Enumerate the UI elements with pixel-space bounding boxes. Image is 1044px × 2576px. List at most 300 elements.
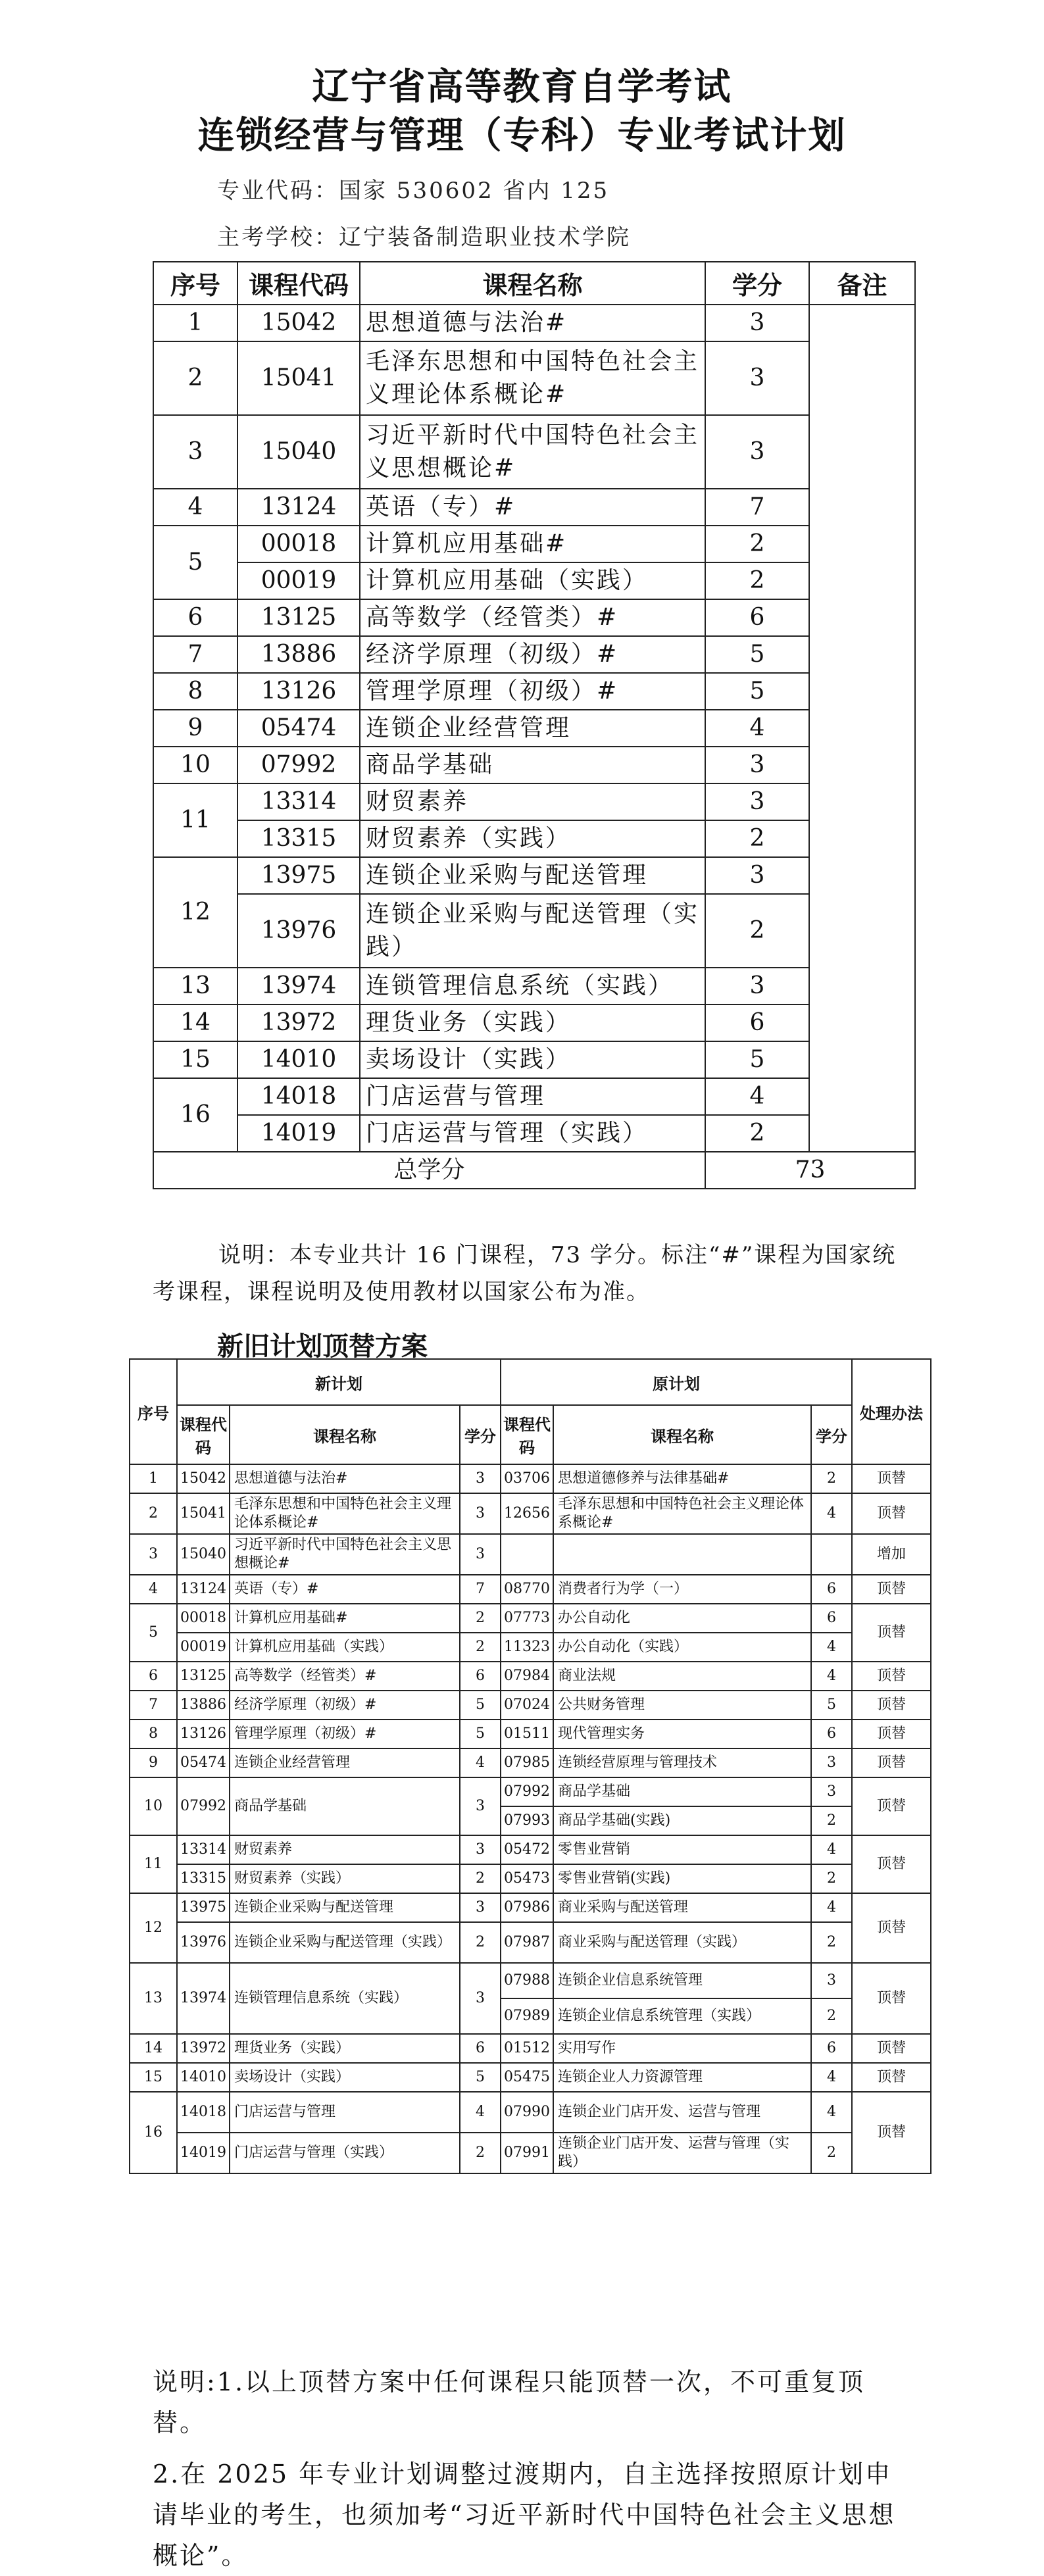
old-course-code: 05472 — [501, 1835, 553, 1864]
replacement-row — [130, 1963, 931, 1998]
old-course-name: 消费者行为学（一） — [553, 1575, 811, 1604]
plan-row — [153, 968, 915, 1004]
new-course-credit: 2 — [460, 1922, 501, 1963]
course-name: 连锁企业采购与配送管理 — [360, 857, 705, 894]
old-course-code — [501, 1534, 553, 1575]
row-number: 13 — [130, 1963, 177, 2034]
row-number: 8 — [130, 1720, 177, 1748]
row-number: 2 — [130, 1493, 177, 1534]
plan-row — [153, 636, 915, 673]
new-course-credit: 2 — [460, 1633, 501, 1662]
new-course-name: 计算机应用基础（实践） — [230, 1633, 460, 1662]
replacement-row — [130, 1493, 931, 1534]
new-course-credit: 4 — [460, 1748, 501, 1777]
old-course-credit: 4 — [811, 1893, 852, 1922]
handling-method: 顶替 — [852, 2034, 931, 2063]
replacement-row — [130, 1662, 931, 1691]
new-course-name: 财贸素养 — [230, 1835, 460, 1864]
plan-row — [153, 1041, 915, 1078]
course-credit: 5 — [705, 673, 809, 710]
row-number: 14 — [130, 2034, 177, 2063]
course-name: 管理学原理（初级）# — [360, 673, 705, 710]
course-credit: 5 — [705, 636, 809, 673]
r-header-old-credit: 学分 — [811, 1405, 852, 1464]
replacement-row — [130, 2133, 931, 2173]
new-course-code: 13972 — [177, 2034, 230, 2063]
row-number: 12 — [130, 1893, 177, 1963]
replacement-row — [130, 1534, 931, 1575]
old-course-code: 07991 — [501, 2133, 553, 2173]
r-header-new-credit: 学分 — [460, 1405, 501, 1464]
header-remark: 备注 — [809, 262, 915, 305]
course-credit: 4 — [705, 1078, 809, 1115]
plan-row — [153, 415, 915, 489]
old-course-name: 零售业营销 — [553, 1835, 811, 1864]
old-course-name: 商业采购与配送管理（实践） — [553, 1922, 811, 1963]
replacement-row — [130, 1864, 931, 1893]
new-course-name: 门店运营与管理 — [230, 2092, 460, 2133]
old-course-code: 07987 — [501, 1922, 553, 1963]
row-number: 5 — [153, 526, 237, 599]
new-course-name: 商品学基础 — [230, 1777, 460, 1835]
course-code: 14019 — [237, 1115, 360, 1152]
new-course-credit: 3 — [460, 1835, 501, 1864]
row-number: 11 — [153, 783, 237, 857]
exam-plan-table — [153, 261, 916, 1189]
row-number: 6 — [153, 599, 237, 636]
new-course-code: 13126 — [177, 1720, 230, 1748]
row-number: 9 — [130, 1748, 177, 1777]
old-course-code: 07992 — [501, 1777, 553, 1806]
old-course-credit: 4 — [811, 1835, 852, 1864]
plan-row — [153, 526, 915, 562]
new-course-name: 理货业务（实践） — [230, 2034, 460, 2063]
old-course-name: 商品学基础(实践) — [553, 1806, 811, 1835]
old-course-name: 商业采购与配送管理 — [553, 1893, 811, 1922]
course-name: 商品学基础 — [360, 747, 705, 783]
new-course-credit: 3 — [460, 1534, 501, 1575]
course-name: 计算机应用基础（实践） — [360, 562, 705, 599]
row-number: 4 — [153, 489, 237, 526]
course-credit: 3 — [705, 415, 809, 489]
old-course-credit: 2 — [811, 1806, 852, 1835]
new-course-credit: 3 — [460, 1493, 501, 1534]
replacement-row — [130, 1777, 931, 1806]
plan-row — [153, 1115, 915, 1152]
course-code: 13315 — [237, 820, 360, 857]
row-number: 14 — [153, 1004, 237, 1041]
handling-method: 顶替 — [852, 2063, 931, 2092]
plan-row — [153, 1004, 915, 1041]
plan-row — [153, 820, 915, 857]
r-header-no: 序号 — [130, 1359, 177, 1464]
plan-row — [153, 673, 915, 710]
old-course-code: 07988 — [501, 1963, 553, 1998]
new-course-code: 13315 — [177, 1864, 230, 1893]
remark-cell — [809, 305, 915, 1152]
new-course-credit: 2 — [460, 2133, 501, 2173]
old-course-code: 05473 — [501, 1864, 553, 1893]
new-course-name: 连锁企业采购与配送管理 — [230, 1893, 460, 1922]
total-label: 总学分 — [153, 1152, 705, 1189]
row-number: 2 — [153, 341, 237, 415]
course-code: 00018 — [237, 526, 360, 562]
row-number: 16 — [153, 1078, 237, 1152]
course-name: 英语（专）# — [360, 489, 705, 526]
handling-method: 顶替 — [852, 1604, 931, 1662]
course-name: 经济学原理（初级）# — [360, 636, 705, 673]
total-value: 73 — [705, 1152, 915, 1189]
replacement-title: 新旧计划顶替方案 — [217, 1331, 428, 1362]
replacement-row — [130, 1633, 931, 1662]
r-header-old-code: 课程代码 — [501, 1405, 553, 1464]
row-number: 15 — [130, 2063, 177, 2092]
plan-row — [153, 305, 915, 341]
new-course-name: 经济学原理（初级）# — [230, 1691, 460, 1720]
course-credit: 2 — [705, 894, 809, 968]
course-code: 13124 — [237, 489, 360, 526]
old-course-code: 01512 — [501, 2034, 553, 2063]
new-course-name: 连锁企业经营管理 — [230, 1748, 460, 1777]
header-code: 课程代码 — [237, 262, 360, 305]
new-course-credit: 7 — [460, 1575, 501, 1604]
new-course-name: 卖场设计（实践） — [230, 2063, 460, 2092]
replacement-table — [129, 1358, 932, 2174]
course-credit: 2 — [705, 526, 809, 562]
course-credit: 3 — [705, 968, 809, 1004]
course-credit: 2 — [705, 562, 809, 599]
old-course-code: 11323 — [501, 1633, 553, 1662]
course-credit: 3 — [705, 857, 809, 894]
old-course-credit: 4 — [811, 1633, 852, 1662]
plan-row — [153, 341, 915, 415]
new-course-code: 13124 — [177, 1575, 230, 1604]
old-course-credit: 3 — [811, 1963, 852, 1998]
handling-method: 顶替 — [852, 1748, 931, 1777]
old-course-credit: 2 — [811, 1864, 852, 1893]
handling-method: 顶替 — [852, 1777, 931, 1835]
course-name: 毛泽东思想和中国特色社会主义理论体系概论# — [360, 341, 705, 415]
old-course-name: 连锁企业信息系统管理 — [553, 1963, 811, 1998]
header-credit: 学分 — [705, 262, 809, 305]
old-course-code: 07990 — [501, 2092, 553, 2133]
new-course-code: 07992 — [177, 1777, 230, 1835]
row-number: 7 — [130, 1691, 177, 1720]
old-course-code: 07985 — [501, 1748, 553, 1777]
old-course-credit: 2 — [811, 1998, 852, 2034]
row-number: 10 — [130, 1777, 177, 1835]
handling-method: 顶替 — [852, 2092, 931, 2173]
course-code: 13125 — [237, 599, 360, 636]
old-course-credit: 4 — [811, 1662, 852, 1691]
new-course-code: 15041 — [177, 1493, 230, 1534]
new-course-credit: 3 — [460, 1963, 501, 2034]
new-course-credit: 6 — [460, 2034, 501, 2063]
row-number: 9 — [153, 710, 237, 747]
course-name: 门店运营与管理 — [360, 1078, 705, 1115]
handling-method: 顶替 — [852, 1493, 931, 1534]
replacement-row — [130, 1893, 931, 1922]
plan-row — [153, 1078, 915, 1115]
old-course-code: 07993 — [501, 1806, 553, 1835]
old-course-credit: 3 — [811, 1748, 852, 1777]
replacement-row — [130, 1691, 931, 1720]
r-header-new-code: 课程代码 — [177, 1405, 230, 1464]
row-number: 15 — [153, 1041, 237, 1078]
old-course-credit — [811, 1534, 852, 1575]
course-credit: 2 — [705, 1115, 809, 1152]
new-course-code: 13314 — [177, 1835, 230, 1864]
document-title-line2: 连锁经营与管理（专科）专业考试计划 — [197, 114, 847, 157]
course-name: 连锁企业采购与配送管理（实践） — [360, 894, 705, 968]
old-course-name — [553, 1534, 811, 1575]
new-course-name: 财贸素养（实践） — [230, 1864, 460, 1893]
course-name: 思想道德与法治# — [360, 305, 705, 341]
course-name: 计算机应用基础# — [360, 526, 705, 562]
new-course-credit: 5 — [460, 2063, 501, 2092]
course-name: 连锁管理信息系统（实践） — [360, 968, 705, 1004]
new-course-code: 13974 — [177, 1963, 230, 2034]
old-course-code: 01511 — [501, 1720, 553, 1748]
new-course-code: 14019 — [177, 2133, 230, 2173]
new-course-code: 05474 — [177, 1748, 230, 1777]
row-number: 11 — [130, 1835, 177, 1893]
handling-method: 顶替 — [852, 1835, 931, 1893]
new-course-code: 13125 — [177, 1662, 230, 1691]
course-name: 习近平新时代中国特色社会主义思想概论# — [360, 415, 705, 489]
course-code: 07992 — [237, 747, 360, 783]
replacement-row — [130, 1464, 931, 1493]
old-course-name: 现代管理实务 — [553, 1720, 811, 1748]
new-course-credit: 4 — [460, 2092, 501, 2133]
plan-row — [153, 894, 915, 968]
new-course-code: 14018 — [177, 2092, 230, 2133]
course-name: 门店运营与管理（实践） — [360, 1115, 705, 1152]
row-number: 1 — [130, 1464, 177, 1493]
new-course-credit: 3 — [460, 1777, 501, 1835]
course-code: 14018 — [237, 1078, 360, 1115]
course-credit: 3 — [705, 305, 809, 341]
row-number: 7 — [153, 636, 237, 673]
old-course-name: 连锁经营原理与管理技术 — [553, 1748, 811, 1777]
row-number: 13 — [153, 968, 237, 1004]
plan-row — [153, 857, 915, 894]
old-course-name: 思想道德修养与法律基础# — [553, 1464, 811, 1493]
new-course-code: 13886 — [177, 1691, 230, 1720]
course-name: 连锁企业经营管理 — [360, 710, 705, 747]
new-course-credit: 5 — [460, 1720, 501, 1748]
document-title-line1: 辽宁省高等教育自学考试 — [312, 66, 732, 109]
header-name: 课程名称 — [360, 262, 705, 305]
replacement-row — [130, 1922, 931, 1963]
new-course-name: 高等数学（经管类）# — [230, 1662, 460, 1691]
row-number: 16 — [130, 2092, 177, 2173]
course-code: 15040 — [237, 415, 360, 489]
course-code: 13972 — [237, 1004, 360, 1041]
plan-row — [153, 783, 915, 820]
course-code: 00019 — [237, 562, 360, 599]
replacement-row — [130, 1835, 931, 1864]
old-course-name: 办公自动化 — [553, 1604, 811, 1633]
row-number: 1 — [153, 305, 237, 341]
new-course-credit: 6 — [460, 1662, 501, 1691]
row-number: 12 — [153, 857, 237, 968]
course-credit: 4 — [705, 710, 809, 747]
r-header-new: 新计划 — [177, 1359, 501, 1405]
old-course-code: 07024 — [501, 1691, 553, 1720]
old-course-credit: 4 — [811, 2063, 852, 2092]
replacement-row — [130, 2063, 931, 2092]
old-course-credit: 3 — [811, 1777, 852, 1806]
old-course-credit: 2 — [811, 1464, 852, 1493]
course-code: 13975 — [237, 857, 360, 894]
row-number: 4 — [130, 1575, 177, 1604]
old-course-name: 连锁企业信息系统管理（实践） — [553, 1998, 811, 2034]
course-code: 13126 — [237, 673, 360, 710]
old-course-code: 03706 — [501, 1464, 553, 1493]
old-course-name: 商品学基础 — [553, 1777, 811, 1806]
new-course-credit: 2 — [460, 1604, 501, 1633]
course-code: 13314 — [237, 783, 360, 820]
host-school: 主考学校：辽宁装备制造职业技术学院 — [217, 224, 631, 251]
new-course-credit: 3 — [460, 1464, 501, 1493]
new-course-credit: 3 — [460, 1893, 501, 1922]
new-course-name: 毛泽东思想和中国特色社会主义理论体系概论# — [230, 1493, 460, 1534]
new-course-credit: 5 — [460, 1691, 501, 1720]
course-code: 15041 — [237, 341, 360, 415]
course-code: 05474 — [237, 710, 360, 747]
row-number: 3 — [130, 1534, 177, 1575]
old-course-name: 办公自动化（实践） — [553, 1633, 811, 1662]
plan-row — [153, 562, 915, 599]
course-code: 13976 — [237, 894, 360, 968]
old-course-credit: 6 — [811, 1720, 852, 1748]
old-course-name: 公共财务管理 — [553, 1691, 811, 1720]
course-credit: 6 — [705, 599, 809, 636]
course-code: 14010 — [237, 1041, 360, 1078]
handling-method: 顶替 — [852, 1575, 931, 1604]
course-name: 财贸素养（实践） — [360, 820, 705, 857]
course-code: 13886 — [237, 636, 360, 673]
plan-note: 说明：本专业共计 16 门课程，73 学分。标注“#”课程为国家统考课程，课程说明及使用教材以国家公布为准。 — [153, 1242, 897, 1305]
new-course-code: 00019 — [177, 1633, 230, 1662]
old-course-name: 商业法规 — [553, 1662, 811, 1691]
handling-method: 顶替 — [852, 1963, 931, 2034]
replacement-note-2: 2.在 2025 年专业计划调整过渡期内，自主选择按照原计划申请毕业的考生，也须加考“习近平新时代中国特色社会主义思想概论”。 — [153, 2460, 896, 2570]
course-name: 高等数学（经管类）# — [360, 599, 705, 636]
old-course-name: 连锁企业门店开发、运营与管理（实践） — [553, 2133, 811, 2173]
old-course-credit: 6 — [811, 1575, 852, 1604]
handling-method: 顶替 — [852, 1662, 931, 1691]
plan-row — [153, 710, 915, 747]
new-course-name: 连锁管理信息系统（实践） — [230, 1963, 460, 2034]
handling-method: 顶替 — [852, 1691, 931, 1720]
replacement-note-1: 说明:1.以上顶替方案中任何课程只能顶替一次，不可重复顶替。 — [153, 2367, 866, 2437]
old-course-code: 07984 — [501, 1662, 553, 1691]
old-course-name: 连锁企业人力资源管理 — [553, 2063, 811, 2092]
r-header-old: 原计划 — [501, 1359, 852, 1405]
row-number: 6 — [130, 1662, 177, 1691]
old-course-credit: 2 — [811, 2133, 852, 2173]
old-course-credit: 6 — [811, 1604, 852, 1633]
course-credit: 3 — [705, 341, 809, 415]
r-header-old-name: 课程名称 — [553, 1405, 811, 1464]
course-credit: 3 — [705, 783, 809, 820]
replacement-row — [130, 2092, 931, 2133]
handling-method: 顶替 — [852, 1464, 931, 1493]
new-course-code: 13975 — [177, 1893, 230, 1922]
replacement-row — [130, 2034, 931, 2063]
old-course-name: 实用写作 — [553, 2034, 811, 2063]
new-course-name: 思想道德与法治# — [230, 1464, 460, 1493]
old-course-credit: 2 — [811, 1922, 852, 1963]
header-no: 序号 — [153, 262, 237, 305]
replacement-row — [130, 1575, 931, 1604]
new-course-name: 计算机应用基础# — [230, 1604, 460, 1633]
major-code: 专业代码：国家 530602 省内 125 — [217, 178, 610, 204]
handling-method: 顶替 — [852, 1720, 931, 1748]
course-name: 财贸素养 — [360, 783, 705, 820]
course-credit: 7 — [705, 489, 809, 526]
replacement-row — [130, 1748, 931, 1777]
course-credit: 3 — [705, 747, 809, 783]
r-header-new-name: 课程名称 — [230, 1405, 460, 1464]
old-course-credit: 4 — [811, 2092, 852, 2133]
old-course-credit: 4 — [811, 1493, 852, 1534]
new-course-name: 管理学原理（初级）# — [230, 1720, 460, 1748]
replacement-row — [130, 1604, 931, 1633]
new-course-name: 连锁企业采购与配送管理（实践） — [230, 1922, 460, 1963]
row-number: 8 — [153, 673, 237, 710]
old-course-name: 零售业营销(实践) — [553, 1864, 811, 1893]
new-course-name: 英语（专）# — [230, 1575, 460, 1604]
plan-row — [153, 747, 915, 783]
course-credit: 5 — [705, 1041, 809, 1078]
course-code: 13974 — [237, 968, 360, 1004]
old-course-code: 07989 — [501, 1998, 553, 2034]
r-header-method: 处理办法 — [852, 1359, 931, 1464]
new-course-code: 00018 — [177, 1604, 230, 1633]
handling-method: 增加 — [852, 1534, 931, 1575]
course-credit: 6 — [705, 1004, 809, 1041]
row-number: 5 — [130, 1604, 177, 1662]
new-course-credit: 2 — [460, 1864, 501, 1893]
new-course-code: 13976 — [177, 1922, 230, 1963]
course-name: 理货业务（实践） — [360, 1004, 705, 1041]
old-course-code: 07773 — [501, 1604, 553, 1633]
plan-row — [153, 489, 915, 526]
new-course-code: 14010 — [177, 2063, 230, 2092]
old-course-name: 连锁企业门店开发、运营与管理 — [553, 2092, 811, 2133]
old-course-code: 05475 — [501, 2063, 553, 2092]
plan-row — [153, 599, 915, 636]
new-course-name: 习近平新时代中国特色社会主义思想概论# — [230, 1534, 460, 1575]
row-number: 10 — [153, 747, 237, 783]
old-course-credit: 5 — [811, 1691, 852, 1720]
handling-method: 顶替 — [852, 1893, 931, 1963]
row-number: 3 — [153, 415, 237, 489]
course-name: 卖场设计（实践） — [360, 1041, 705, 1078]
new-course-name: 门店运营与管理（实践） — [230, 2133, 460, 2173]
old-course-code: 07986 — [501, 1893, 553, 1922]
old-course-code: 08770 — [501, 1575, 553, 1604]
course-code: 15042 — [237, 305, 360, 341]
old-course-name: 毛泽东思想和中国特色社会主义理论体系概论# — [553, 1493, 811, 1534]
new-course-code: 15040 — [177, 1534, 230, 1575]
old-course-credit: 6 — [811, 2034, 852, 2063]
replacement-row — [130, 1720, 931, 1748]
course-credit: 2 — [705, 820, 809, 857]
